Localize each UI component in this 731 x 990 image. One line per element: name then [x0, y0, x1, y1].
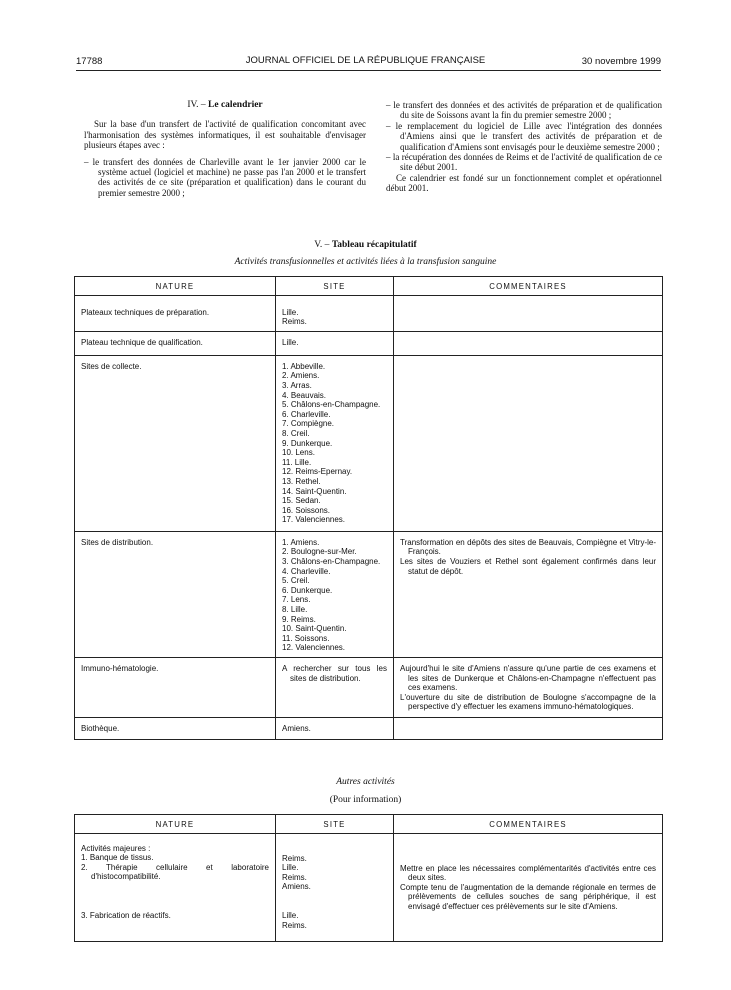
list-item: 9. Reims. [282, 614, 316, 624]
list-item: 11. Lille. [282, 457, 312, 467]
list-item: 6. Charleville. [282, 409, 331, 419]
list-item: 16. Soissons. [282, 505, 331, 515]
nature-cell: Plateau technique de qualification. [75, 331, 276, 355]
comments-cell [394, 833, 663, 941]
calendar-item-3: – le remplacement du logiciel de Lille avec l'intégration des données d'Amiens ainsi que le transfert des activités de préparation et de qualification d'Amiens sont envisagés pour le deuxième semestre 2000 ; [386, 120, 662, 152]
summary-table [74, 276, 663, 740]
column-header-comments: COMMENTAIRES [394, 815, 663, 834]
list-item: 5. Creil. [282, 576, 310, 586]
list-item: 10. Lens. [282, 448, 315, 458]
list-item: 12. Valenciennes. [282, 643, 346, 653]
table-row [75, 717, 663, 739]
list-item: 6. Dunkerque. [282, 585, 333, 595]
nature-cell: Immuno-hématologie. [75, 657, 276, 717]
list-item: 2. Boulogne-sur-Mer. [282, 547, 357, 557]
calendar-conclusion: Ce calendrier est fondé sur un fonctionnement complet et opérationnel début 2001. [386, 172, 662, 194]
section-4-right-column [386, 100, 662, 194]
table-header-row [75, 815, 663, 834]
section-4-left-column [84, 100, 366, 198]
comments-cell [394, 331, 663, 355]
nature-cell: Biothèque. [75, 717, 276, 739]
list-item: 2. Amiens. [282, 371, 320, 381]
list-item: 7. Compiègne. [282, 419, 335, 429]
table-row [75, 657, 663, 717]
list-item: 13. Rethel. [282, 476, 321, 486]
list-item: 9. Dunkerque. [282, 438, 333, 448]
journal-title: JOURNAL OFFICIEL DE LA RÉPUBLIQUE FRANÇAISE [245, 55, 486, 66]
list-item: 14. Saint-Quentin. [282, 486, 347, 496]
comments-cell [394, 295, 663, 331]
nature-cell [75, 833, 276, 941]
nature-heading: Activités majeures : [81, 843, 151, 853]
comment-text: Mettre en place les nécessaires complémentarités d'activités entre ces deux sites. [400, 863, 656, 883]
list-item: 7. Lens. [282, 595, 311, 605]
list-item: 4. Charleville. [282, 566, 331, 576]
table-header-row [75, 277, 663, 296]
comment-text: L'ouverture du site de distribution de Boulogne s'accompagne de la perspective d'y effectuer les examens immuno-hématologiques. [400, 692, 656, 712]
comments-cell [394, 355, 663, 531]
column-header-nature: NATURE [75, 277, 276, 296]
comments-cell [394, 717, 663, 739]
distribution-sites-list [282, 538, 387, 653]
list-item: 4. Beauvais. [282, 390, 327, 400]
column-header-nature: NATURE [75, 815, 276, 834]
list-item: 3. Châlons-en-Champagne. [282, 556, 381, 566]
column-header-site: SITE [276, 815, 394, 834]
comments-cell [394, 531, 663, 657]
site-cell [276, 355, 394, 531]
site-cell: Reims. Lille. Reims. Amiens. Lille. Reims. [276, 833, 394, 941]
list-item: 1. Abbeville. [282, 361, 326, 371]
table-row [75, 531, 663, 657]
nature-cell: Sites de collecte. [75, 355, 276, 531]
list-item: 1. Amiens. [282, 537, 320, 547]
column-header-comments: COMMENTAIRES [394, 277, 663, 296]
calendar-item-4: – la récupération des données de Reims et de l'activité de qualification de ce site début 2001. [386, 152, 662, 173]
comments-cell [394, 657, 663, 717]
other-activities-subtitle: (Pour information) [329, 795, 402, 805]
list-item: 3. Arras. [282, 380, 312, 390]
list-item: 5. Châlons-en-Champagne. [282, 400, 381, 410]
nature-cell: Sites de distribution. [75, 531, 276, 657]
list-item: 11. Soissons. [282, 633, 330, 643]
list-item: 2. Thérapie cellulaire et laboratoire d'histocompatibilité. [81, 862, 269, 882]
other-activities-title: Autres activités [336, 777, 395, 787]
section-5-subtitle: Activités transfusionnelles et activités liées à la transfusion sanguine [234, 257, 497, 267]
table-row [75, 295, 663, 331]
site-cell: Lille. Reims. [276, 295, 394, 331]
comment-text: Transformation en dépôts des sites de Beauvais, Compiègne et Vitry-le-François. [400, 537, 656, 557]
site-cell: Lille. [276, 331, 394, 355]
column-header-site: SITE [276, 277, 394, 296]
section-4-title: IV. – Le calendrier [187, 100, 263, 110]
comment-text: Les sites de Vouziers et Rethel sont également confirmés dans leur statut de dépôt. [400, 556, 656, 576]
table-row [75, 331, 663, 355]
site-cell: Amiens. [276, 717, 394, 739]
comment-text: Compte tenu de l'augmentation de la demande régionale en termes de prélèvements de cellules souches de sang périphérique, il est envisagé d'effectuer ces prélèvements sur le site d'Amiens. [400, 882, 656, 911]
header-rule [76, 70, 661, 71]
list-item: 12. Reims-Epernay. [282, 467, 353, 477]
list-item: 3. Fabrication de réactifs. [81, 910, 171, 920]
other-activities-table [74, 814, 663, 942]
collection-sites-list [282, 362, 387, 525]
table-row [75, 355, 663, 531]
list-item: 8. Lille. [282, 604, 308, 614]
comment-text: Aujourd'hui le site d'Amiens n'assure qu'une partie de ces examens et les sites de Dunkerque et Châlons-en-Champagne n'effectuent pas ces examens. [400, 663, 656, 693]
calendar-item-1: – le transfert des données de Charleville avant le 1er janvier 2000 car le système actuel (logiciel et machine) ne passe pas l'an 2000 et le transfert des activités de ce site (préparation et qualification) dans le courant du premier semestre 2000 ; [84, 156, 366, 198]
list-item: 15. Sedan. [282, 496, 321, 506]
table-row [75, 833, 663, 941]
site-cell [276, 531, 394, 657]
site-cell: A rechercher sur tous les sites de distribution. [276, 657, 394, 717]
list-item: 8. Creil. [282, 428, 310, 438]
section-5-title: V. – Tableau récapitulatif [314, 240, 417, 250]
publication-date: 30 novembre 1999 [581, 56, 661, 67]
nature-cell: Plateaux techniques de préparation. [75, 295, 276, 331]
page-number: 17788 [76, 56, 103, 67]
list-item: 1. Banque de tissus. [81, 853, 154, 863]
list-item: 17. Valenciennes. [282, 515, 346, 525]
calendar-item-2: – le transfert des données et des activités de préparation et de qualification du site de Soissons avant la fin du premier semestre 2000 ; [386, 100, 662, 121]
list-item: 10. Saint-Quentin. [282, 624, 347, 634]
section-4-intro: Sur la base d'un transfert de l'activité de qualification concomitant avec l'harmonisation des systèmes informatiques, il est souhaitable d'envisager plusieurs étapes avec : [84, 119, 366, 151]
